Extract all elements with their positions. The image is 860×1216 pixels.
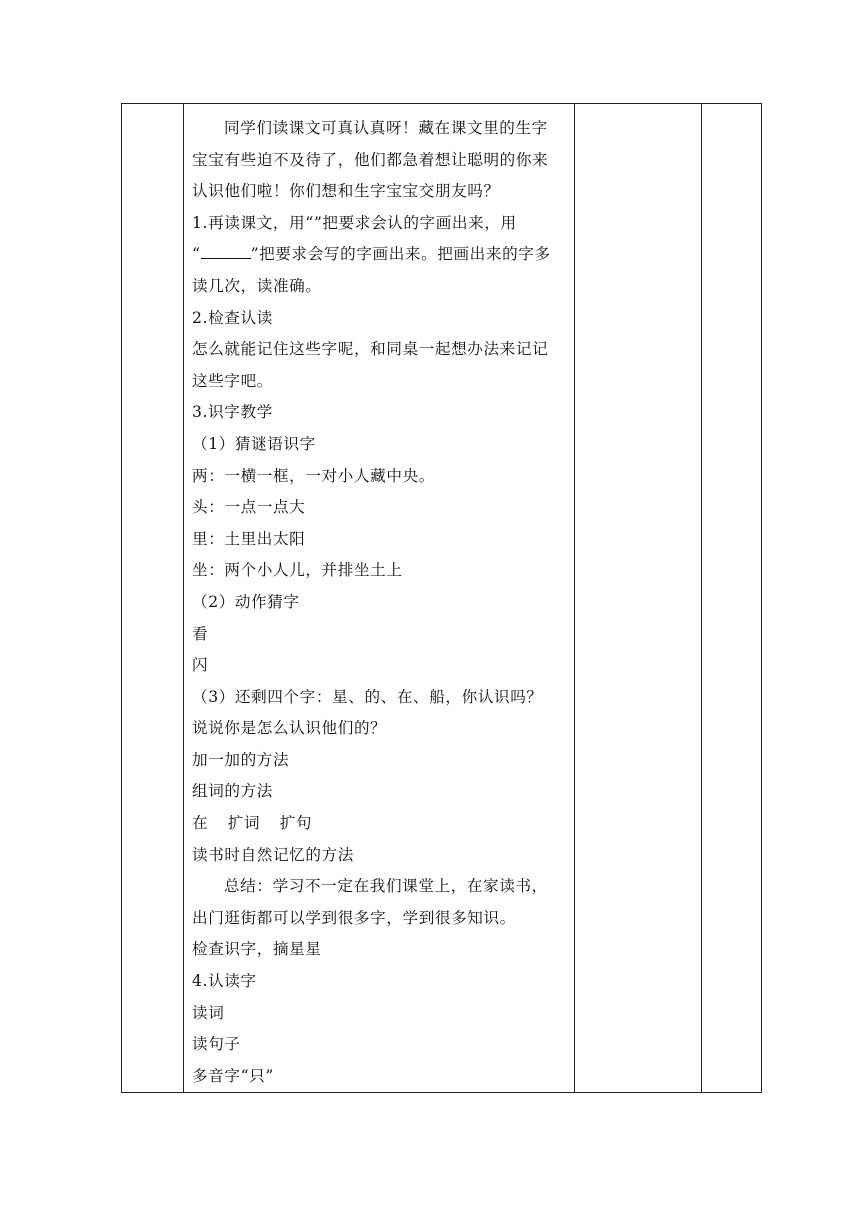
text-line: 两：一横一框，一对小人藏中央。 bbox=[192, 466, 435, 485]
text-line-underline bbox=[192, 239, 568, 271]
open-quote: “ bbox=[192, 245, 201, 264]
close-quote: ” bbox=[250, 245, 260, 264]
text-line: 闪 bbox=[192, 656, 209, 675]
section-heading: 3.识字教学 bbox=[192, 403, 273, 422]
text-line: 在 扩词 扩句 bbox=[192, 814, 313, 833]
underline-mark bbox=[201, 240, 251, 259]
text-line: 读书时自然记忆的方法 bbox=[192, 845, 354, 864]
text-line: 头：一点一点大 bbox=[192, 498, 306, 517]
text-line: （3）还剩四个字：星、的、在、船，你认识吗？ bbox=[192, 687, 543, 706]
text-line: 说说你是怎么认识他们的？ bbox=[192, 719, 387, 738]
lesson-table bbox=[121, 103, 762, 1093]
text-line: 看 bbox=[192, 624, 209, 643]
teaching-content bbox=[184, 104, 574, 1092]
empty-cell-middle bbox=[575, 104, 702, 1093]
text-line: 加一加的方法 bbox=[192, 750, 290, 769]
text-line: 读词 bbox=[192, 1003, 225, 1022]
text-line: 把要求会写的字画出来。把画出来的字多 bbox=[259, 245, 551, 264]
text-line: （2）动作猜字 bbox=[192, 592, 300, 611]
text-line: 总结：学习不一定在我们课堂上，在家读书， bbox=[224, 877, 548, 896]
text-line: 宝宝有些迫不及待了，他们都急着想让聪明的你来 bbox=[192, 150, 549, 169]
empty-cell-right bbox=[702, 104, 762, 1093]
section-heading: 4.认读字 bbox=[192, 972, 257, 991]
empty-cell-left bbox=[122, 104, 184, 1093]
text-line: 怎么就能记住这些字呢，和同桌一起想办法来记记 bbox=[192, 340, 549, 359]
text-line: 出门逛街都可以学到很多字，学到很多知识。 bbox=[192, 908, 516, 927]
section-heading: 2.检查认读 bbox=[192, 308, 273, 327]
text-line: 多音字“只” bbox=[192, 1066, 274, 1085]
text-line: 组词的方法 bbox=[192, 782, 273, 801]
table-row bbox=[122, 104, 762, 1093]
text-line: 1.再读课文，用“”把要求会认的字画出来，用 bbox=[192, 213, 517, 232]
text-line: 认识他们啦！你们想和生字宝宝交朋友吗？ bbox=[192, 182, 500, 201]
text-line: 坐：两个小人儿，并排坐土上 bbox=[192, 561, 403, 580]
text-line: 读几次，读准确。 bbox=[192, 276, 322, 295]
text-line: 同学们读课文可真认真呀！藏在课文里的生字 bbox=[224, 119, 548, 137]
text-line: 这些字吧。 bbox=[192, 371, 273, 390]
text-line: 里：土里出太阳 bbox=[192, 529, 306, 548]
text-line: 读句子 bbox=[192, 1035, 241, 1054]
teaching-content-cell bbox=[184, 104, 575, 1093]
text-line: 检查识字，摘星星 bbox=[192, 940, 322, 959]
text-line: （1）猜谜语识字 bbox=[192, 434, 316, 453]
